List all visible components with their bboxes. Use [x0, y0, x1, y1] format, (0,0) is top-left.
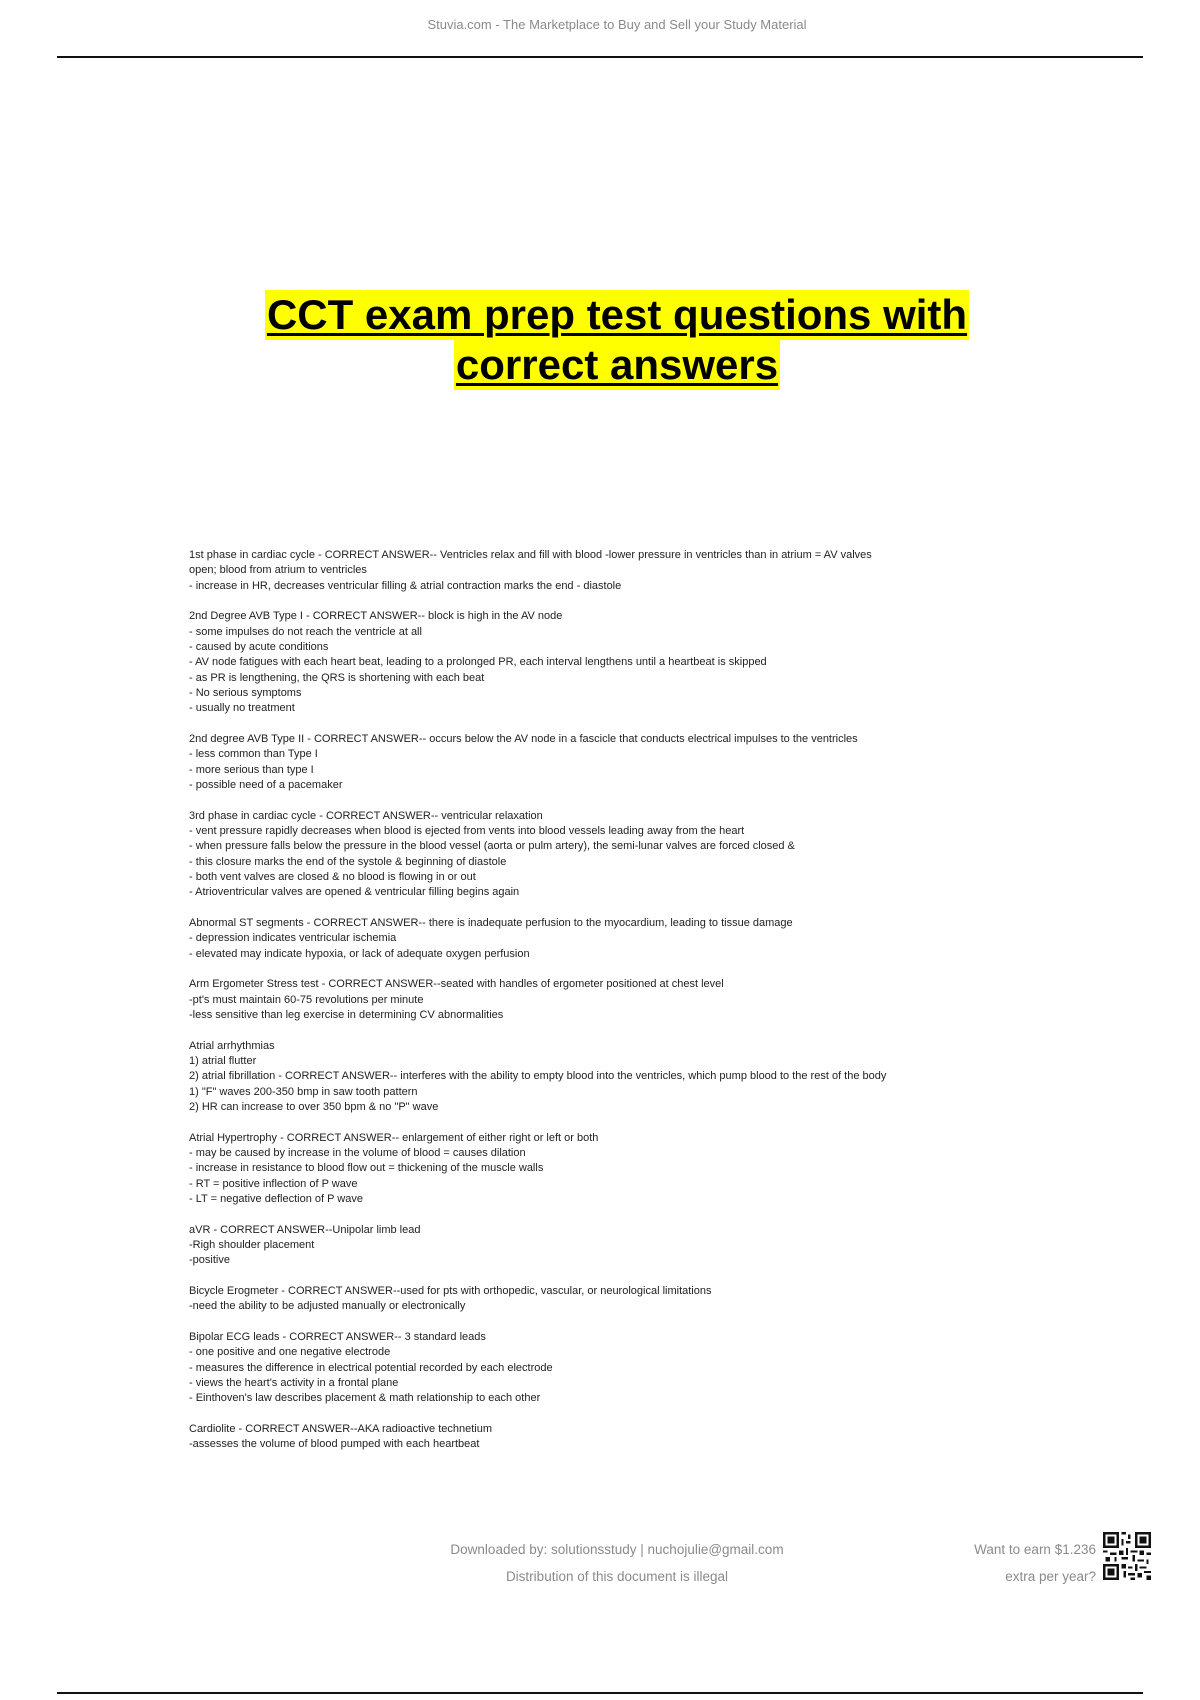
- qa-entry-question: aVR - CORRECT ANSWER--Unipolar limb lead: [189, 1223, 421, 1236]
- qa-entry: [189, 609, 1049, 716]
- qa-entry-line: - RT = positive inflection of P wave: [189, 1177, 358, 1190]
- qa-entry-line: - Einthoven's law describes placement & math relationship to each other: [189, 1392, 541, 1405]
- qa-entry: [189, 548, 1049, 594]
- qr-code-icon[interactable]: [1103, 1532, 1151, 1580]
- qa-entry-line: - measures the difference in electrical potential recorded by each electrode: [189, 1361, 553, 1374]
- qa-entry: [189, 1131, 1049, 1207]
- footer-earn-promo[interactable]: [900, 1536, 1096, 1590]
- qa-entry-line: - may be caused by increase in the volume of blood = causes dilation: [189, 1147, 526, 1159]
- qa-entry-line: 2) atrial fibrillation - CORRECT ANSWER-- interferes with the ability to empty blood into the ventricles, which pump blood to the rest of the body: [189, 1070, 887, 1083]
- qa-entry-line: - usually no treatment: [189, 702, 295, 715]
- page-header: Stuvia.com - The Marketplace to Buy and Sell your Study Material: [427, 17, 807, 32]
- qa-entry: [189, 977, 1049, 1023]
- qa-entry-line: 2) HR can increase to over 350 bpm & no "P" wave: [189, 1100, 439, 1113]
- qa-entry-line: - both vent valves are closed & no blood is flowing in or out: [189, 870, 476, 883]
- qa-entry: [189, 1039, 1049, 1115]
- qa-entry-line: -less sensitive than leg exercise in determining CV abnormalities: [189, 1008, 504, 1021]
- qa-entry-line: open; blood from atrium to ventricles: [189, 564, 367, 577]
- qa-entry-line: - depression indicates ventricular ischemia: [189, 932, 397, 945]
- qa-entry-line: - some impulses do not reach the ventricle at all: [189, 625, 422, 638]
- qa-entry-line: - caused by acute conditions: [189, 640, 329, 653]
- title-line-2: correct answers: [455, 341, 779, 388]
- qa-entry: [189, 732, 1049, 793]
- qa-entry-line: - AV node fatigues with each heart beat, leading to a prolonged PR, each interval lengthens until a heartbeat is skipped: [189, 656, 767, 669]
- qa-entry-line: - possible need of a pacemaker: [189, 778, 343, 791]
- title-line-1: CCT exam prep test questions with: [266, 291, 968, 338]
- qa-entry: [189, 916, 1049, 962]
- qa-entry-line: -Righ shoulder placement: [189, 1238, 315, 1251]
- qa-entry-line: - increase in HR, decreases ventricular filling & atrial contraction marks the end - diastole: [189, 579, 622, 592]
- qa-entry-line: - No serious symptoms: [189, 686, 302, 699]
- qa-entry-line: - views the heart's activity in a frontal plane: [189, 1377, 399, 1390]
- distribution-notice: Distribution of this document is illegal: [505, 1569, 729, 1584]
- header-divider: [57, 56, 1143, 58]
- document-title: [0, 290, 1200, 390]
- qa-entry-line: - Atrioventricular valves are opened & ventricular filling begins again: [189, 886, 520, 899]
- footer-download-info: [400, 1536, 834, 1590]
- qa-entry-question: 1st phase in cardiac cycle - CORRECT ANSWER-- Ventricles relax and fill with blood -lower pressure in ventricles than in atrium = AV valves: [189, 549, 872, 561]
- qa-entry-question: Bicycle Erogmeter - CORRECT ANSWER--used for pts with orthopedic, vascular, or neurological limitations: [189, 1285, 712, 1298]
- qa-entry-line: - vent pressure rapidly decreases when blood is ejected from vents into blood vessels leading away from the heart: [189, 824, 745, 837]
- qa-entry-question: Atrial Hypertrophy - CORRECT ANSWER-- enlargement of either right or left or both: [189, 1131, 599, 1144]
- qa-entry-question: Bipolar ECG leads - CORRECT ANSWER-- 3 standard leads: [189, 1331, 486, 1344]
- qa-entry-line: -positive: [189, 1254, 230, 1267]
- qa-entry-question: Arm Ergometer Stress test - CORRECT ANSWER--seated with handles of ergometer positioned at chest level: [189, 978, 724, 991]
- qa-entry-line: 1) atrial flutter: [189, 1055, 257, 1068]
- downloaded-by-text: Downloaded by: solutionsstudy | nuchojulie@gmail.com: [450, 1542, 784, 1557]
- qa-entry-question: Atrial arrhythmias: [189, 1039, 275, 1052]
- qa-entry-question: Cardiolite - CORRECT ANSWER--AKA radioactive technetium: [189, 1423, 493, 1436]
- qa-entry-question: Abnormal ST segments - CORRECT ANSWER-- there is inadequate perfusion to the myocardium, leading to tissue damage: [189, 916, 793, 929]
- qa-entry: [189, 1422, 1049, 1453]
- qa-entry-line: - increase in resistance to blood flow out = thickening of the muscle walls: [189, 1162, 544, 1175]
- qa-entry-line: -assesses the volume of blood pumped with each heartbeat: [189, 1438, 480, 1451]
- qa-entry-line: - more serious than type I: [189, 763, 314, 776]
- earn-text-line-1[interactable]: Want to earn $1.236: [974, 1542, 1096, 1557]
- qa-entry: [189, 1284, 1049, 1315]
- earn-text-line-2[interactable]: extra per year?: [1005, 1569, 1096, 1584]
- qa-entry-line: - one positive and one negative electrode: [189, 1346, 391, 1359]
- qa-entry-line: - when pressure falls below the pressure in the blood vessel (aorta or pulm artery), the semi-lunar valves are forced closed &: [189, 840, 795, 853]
- qa-entry: [189, 809, 1049, 901]
- qa-entry-question: 2nd degree AVB Type II - CORRECT ANSWER-- occurs below the AV node in a fascicle that conducts electrical impulses to the ventricles: [189, 732, 858, 745]
- qa-content: [189, 548, 1049, 1468]
- qa-entry-line: - this closure marks the end of the systole & beginning of diastole: [189, 855, 507, 868]
- qa-entry-line: 1) "F" waves 200-350 bmp in saw tooth pattern: [189, 1085, 418, 1098]
- qa-entry-line: - elevated may indicate hypoxia, or lack of adequate oxygen perfusion: [189, 947, 530, 960]
- qa-entry: [189, 1223, 1049, 1269]
- qa-entry-question: 3rd phase in cardiac cycle - CORRECT ANSWER-- ventricular relaxation: [189, 809, 543, 822]
- qa-entry-line: -pt's must maintain 60-75 revolutions per minute: [189, 993, 424, 1006]
- qa-entry-line: - as PR is lengthening, the QRS is shortening with each beat: [189, 671, 485, 684]
- footer-divider: [57, 1692, 1143, 1694]
- qa-entry-line: -need the ability to be adjusted manually or electronically: [189, 1300, 466, 1313]
- qa-entry-line: - LT = negative deflection of P wave: [189, 1192, 363, 1205]
- qa-entry-line: - less common than Type I: [189, 748, 318, 761]
- qa-entry-question: 2nd Degree AVB Type I - CORRECT ANSWER-- block is high in the AV node: [189, 610, 563, 623]
- qa-entry: [189, 1330, 1049, 1406]
